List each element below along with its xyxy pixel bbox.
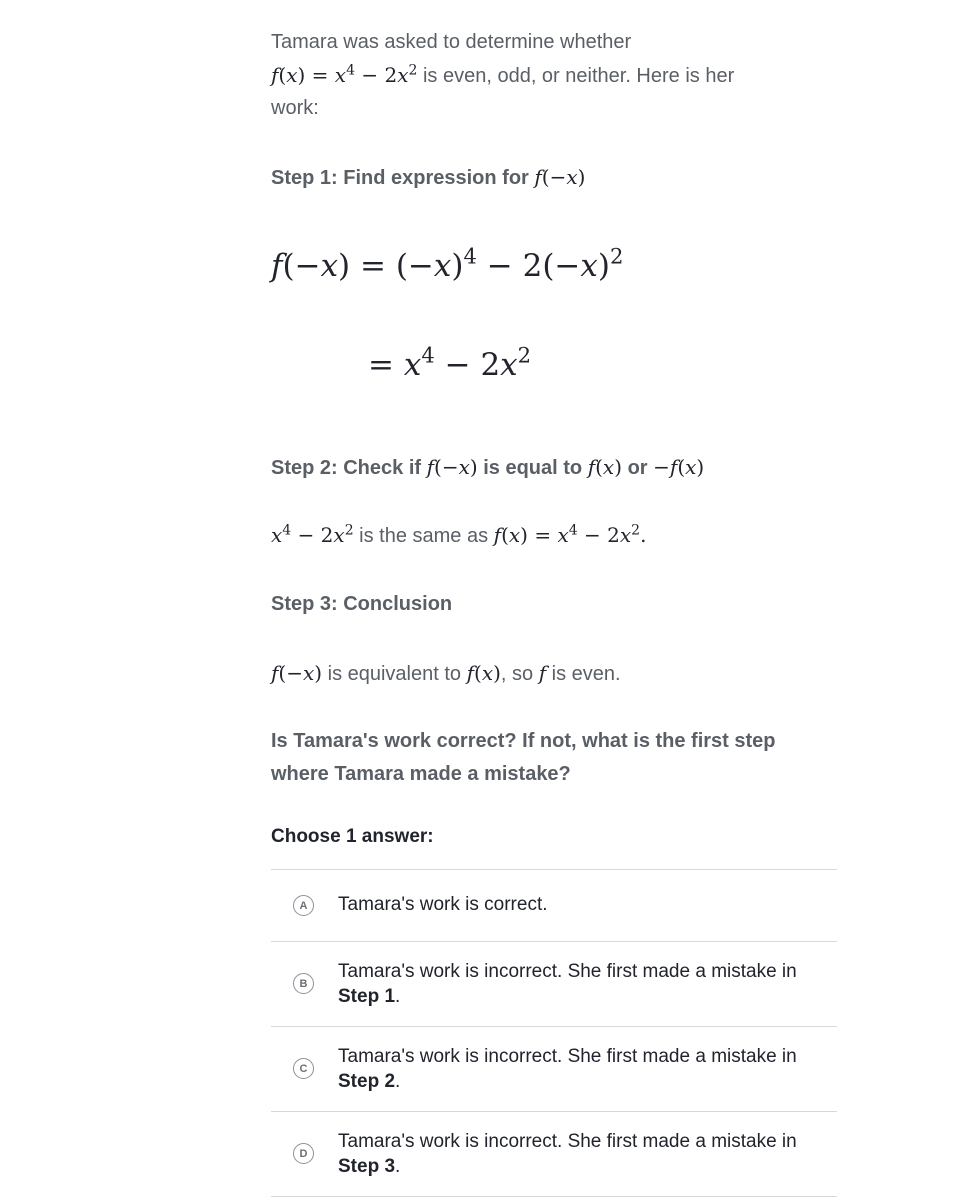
choice-c[interactable] [271, 1027, 837, 1112]
choice-c-text: Tamara's work is incorrect. She first made a mistake in Step 2. [338, 1046, 797, 1092]
step-1-equation-line-1: $f(-x) = (-x)^4 - 2(-x)^2$ [271, 243, 624, 284]
answer-choices [271, 869, 837, 1197]
intro-line-1: Tamara was asked to determine whether [271, 31, 632, 53]
step-1-heading: Step 1: Find expression for f(−x) [271, 165, 586, 189]
step-2-text: $x^4 - 2x^2$ is the same as $f(x) = x^4 - 2x^2$. [271, 522, 647, 547]
choice-a-text: Tamara's work is correct. [338, 894, 548, 915]
choose-answer-label: Choose 1 answer: [271, 826, 434, 847]
choice-b[interactable] [271, 942, 837, 1027]
question-line-1: Is Tamara's work correct? If not, what is the first step [271, 730, 776, 752]
choice-d-text: Tamara's work is incorrect. She first made a mistake in Step 3. [338, 1131, 797, 1177]
step-3-heading: Step 3: Conclusion [271, 593, 453, 615]
choice-a[interactable] [271, 870, 837, 942]
function-definition: $f(x) = x^4 - 2x^2$ [271, 62, 418, 87]
radio-d-icon[interactable]: D [293, 1143, 314, 1164]
radio-c-icon[interactable]: C [293, 1058, 314, 1079]
radio-a-icon[interactable]: A [293, 895, 314, 916]
choice-d[interactable] [271, 1112, 837, 1197]
radio-b-icon[interactable]: B [293, 973, 314, 994]
intro-line-2: $f(x) = x^4 - 2x^2$ is even, odd, or neither. Here is her [271, 62, 735, 87]
step-3-text: f(−x) is equivalent to f(x), so f is even. [271, 661, 621, 685]
choice-b-text: Tamara's work is incorrect. She first made a mistake in Step 1. [338, 961, 797, 1007]
step-1-equation-line-2: = $x^4 - 2x^2$ [368, 342, 532, 383]
question-line-2: where Tamara made a mistake? [271, 763, 571, 785]
step-2-heading: Step 2: Check if f(−x) is equal to f(x) or −f(x) [271, 455, 705, 479]
intro-line-3: work: [271, 97, 319, 119]
